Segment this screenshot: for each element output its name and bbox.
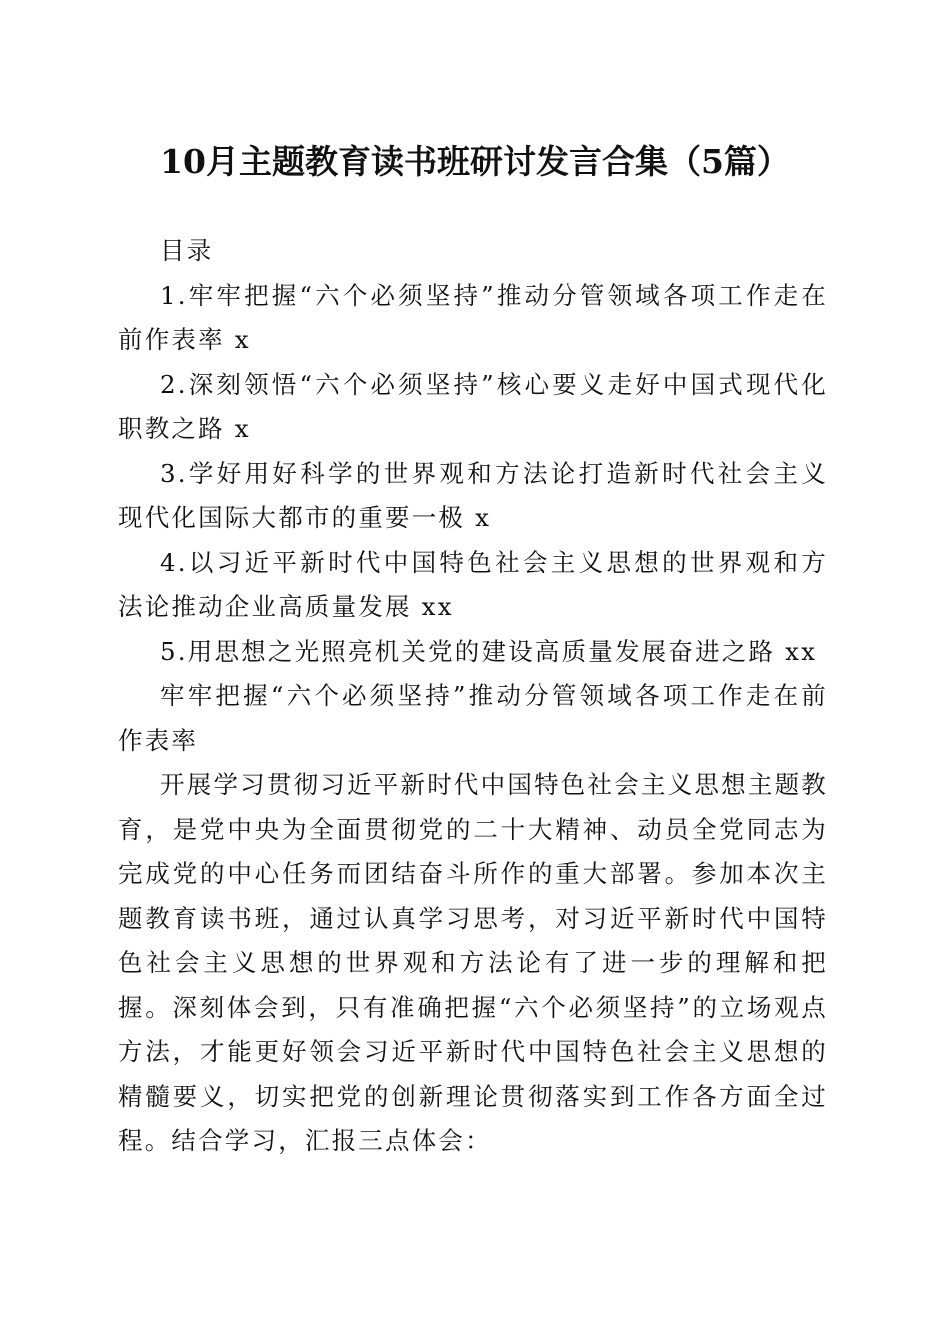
toc-item-3: 3.学好用好科学的世界观和方法论打造新时代社会主义现代化国际大都市的重要一极 x	[118, 458, 828, 532]
toc-heading: 目录	[160, 236, 214, 265]
article-title: 牢牢把握“六个必须坚持”推动分管领域各项工作走在前作表率	[118, 681, 828, 755]
toc-item-2: 2.深刻领悟“六个必须坚持”核心要义走好中国式现代化职教之路 x	[118, 369, 828, 443]
toc-item-5: 5.用思想之光照亮机关党的建设高质量发展奋进之路 xx	[160, 636, 818, 666]
toc-item-1: 1.牢牢把握“六个必须坚持”推动分管领域各项工作走在前作表率 x	[118, 280, 828, 354]
document-body	[118, 229, 828, 1164]
toc-item-4: 4.以习近平新时代中国特色社会主义思想的世界观和方法论推动企业高质量发展 xx	[118, 547, 828, 621]
body-paragraph: 开展学习贯彻习近平新时代中国特色社会主义思想主题教育，是党中央为全面贯彻党的二十大精神、动员全党同志为完成党的中心任务而团结奋斗所作的重大部署。参加本次主题教育读书班，通过认真学习思考，对习近平新时代中国特色社会主义思想的世界观和方法论有了进一步的理解和把握。深刻体会到，只有准确把握“六个必须坚持”的立场观点方法，才能更好领会习近平新时代中国特色社会主义思想的精髓要义，切实把党的创新理论贯彻落实到工作各方面全过程。结合学习，汇报三点体会：	[118, 770, 828, 1155]
document-title: 10月主题教育读书班研讨发言合集（5篇）	[160, 142, 790, 181]
